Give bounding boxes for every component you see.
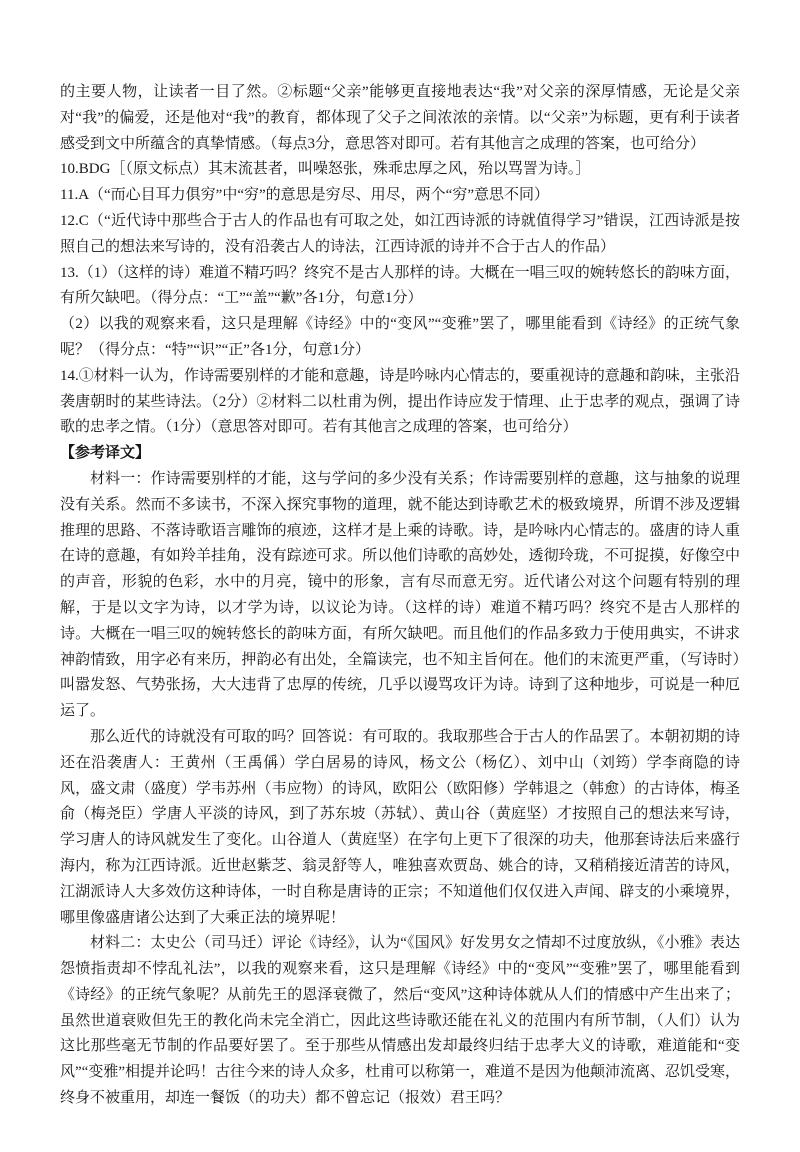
answer-13-part2: （2）以我的观察来看，这只是理解《诗经》中的“变风”“变雅”罢了，哪里能看到《诗经》的正统气象呢？（得分点：“特”“识”“正”各1分，句意1分） [60, 316, 740, 358]
answer-10: 10.BDG［（原文标点）其末流甚者，叫噪怒张，殊乖忠厚之风，殆以骂詈为诗。］ [60, 161, 591, 178]
translation-paragraph-2: 那么近代的诗就没有可取的吗？回答说：有可取的。我取那些合于古人的作品罢了。本朝初期的诗还在沿袭唐人：王黄州（王禹偁）学白居易的诗风，杨文公（杨亿）、刘中山（刘筠）学李商隐的诗风，盛文肃（盛度）学韦苏州（韦应物）的诗风，欧阳公（欧阳修）学韩退之（韩愈）的古诗体，梅圣俞（梅尧臣）学唐人平淡的诗风，到了苏东坡（苏轼）、黄山谷（黄庭坚）才按照自己的想法来写诗，学习唐人的诗风就发生了变化。山谷道人（黄庭坚）在字句上更下了很深的功夫，他那套诗法后来盛行海内，称为江西诗派。近世赵紫芝、翁灵舒等人，唯独喜欢贾岛、姚合的诗，又稍稍接近清苦的诗风，江湖派诗人大多效仿这种诗体，一时自称是唐诗的正宗；不知道他们仅仅进入声闻、辟支的小乘境界，哪里像盛唐诸公达到了大乘正法的境界呢！ [60, 728, 740, 926]
answer-14: 14.①材料一认为，作诗需要别样的才能和意趣，诗是吟咏内心情志的，要重视诗的意趣和韵味，主张沿袭唐朝时的某些诗法。（2分）②材料二以杜甫为例，提出作诗应发于情理、止于忠孝的观点，强调了诗歌的忠孝之情。（1分）（意思答对即可。若有其他言之成理的答案，也可给分） [60, 367, 740, 436]
answer-12: 12.C（“近代诗中那些合于古人的作品也有可取之处，如江西诗派的诗就值得学习”错误，江西诗派是按照自己的想法来写诗的，没有沿袭古人的诗法，江西诗派的诗并不合于古人的作品） [60, 212, 740, 255]
translation-paragraph-1: 材料一：作诗需要别样的才能，这与学问的多少没有关系；作诗需要别样的意趣，这与抽象的说理没有关系。然而不多读书，不深入探究事物的道理，就不能达到诗歌艺术的极致境界，所谓不涉及逻辑推理的思路、不落诗歌语言雕饰的痕迹，这样才是上乘的诗歌。诗，是吟咏内心情志的。盛唐的诗人重在诗的意趣，有如羚羊挂角，没有踪迹可求。所以他们诗歌的高妙处，透彻玲珑，不可捉摸，好像空中的声音，形貌的色彩，水中的月亮，镜中的形象，言有尽而意无穷。近代诸公对这个问题有特别的理解，于是以文字为诗，以才学为诗，以议论为诗。（这样的诗）难道不精巧吗？终究不是古人那样的诗。大概在一唱三叹的婉转悠长的韵味方面，有所欠缺吧。而且他们的作品多致力于使用典实，不讲求神韵情致，用字必有来历，押韵必有出处，全篇读完，也不知主旨何在。他们的末流更严重，（写诗时）叫嚣发怒、气势张扬，大大违背了忠厚的传统，几乎以谩骂攻讦为诗。诗到了这种地步，可说是一种厄运了。 [60, 470, 740, 720]
answer-13-part1: 13.（1）（这样的诗）难道不精巧吗？终究不是古人那样的诗。大概在一唱三叹的婉转悠长的韵味方面，有所欠缺吧。（得分点：“工”“盖”“歉”各1分，句意1分） [60, 264, 740, 307]
translation-header: 【参考译文】 [60, 445, 151, 462]
translation-paragraph-3: 材料二：太史公（司马迁）评论《诗经》，认为“《国风》好发男女之情却不过度放纵，《小雅》表达怨愤指责却不悖乱礼法”，以我的观察来看，这只是理解《诗经》中的“变风”“变雅”罢了，哪里能看到《诗经》的正统气象呢？从前先王的恩泽衰微了，然后“变风”这种诗体就从人们的情感中产生出来了；虽然世道衰败但先王的教化尚未完全消亡，因此这些诗歌还能在礼义的范围内有所节制，（人们）认为这比那些毫无节制的作品要好罢了。至于那些从情感出发却最终归结于忠孝大义的诗歌，难道能和“变风”“变雅”相提并论吗！古往今来的诗人众多，杜甫可以称第一，难道不是因为他颠沛流离、忍饥受寒，终身不被重用，却连一餐饭（的功夫）都不曾忘记（报效）君王吗？ [60, 935, 740, 1107]
answer-11: 11.A（“而心目耳力俱穷”中“穷”的意思是穷尽、用尽，两个“穷”意思不同） [60, 187, 549, 204]
intro-paragraph: 的主要人物，让读者一目了然。②标题“父亲”能够更直接地表达“我”对父亲的深厚情感，无论是父亲对“我”的偏爱，还是他对“我”的教育，都体现了父子之间浓浓的亲情。以“父亲”为标题，更有利于读者感受到文中所蕴含的真挚情感。（每点3分，意思答对即可。若有其他言之成理的答案，也可给分） [60, 84, 740, 152]
